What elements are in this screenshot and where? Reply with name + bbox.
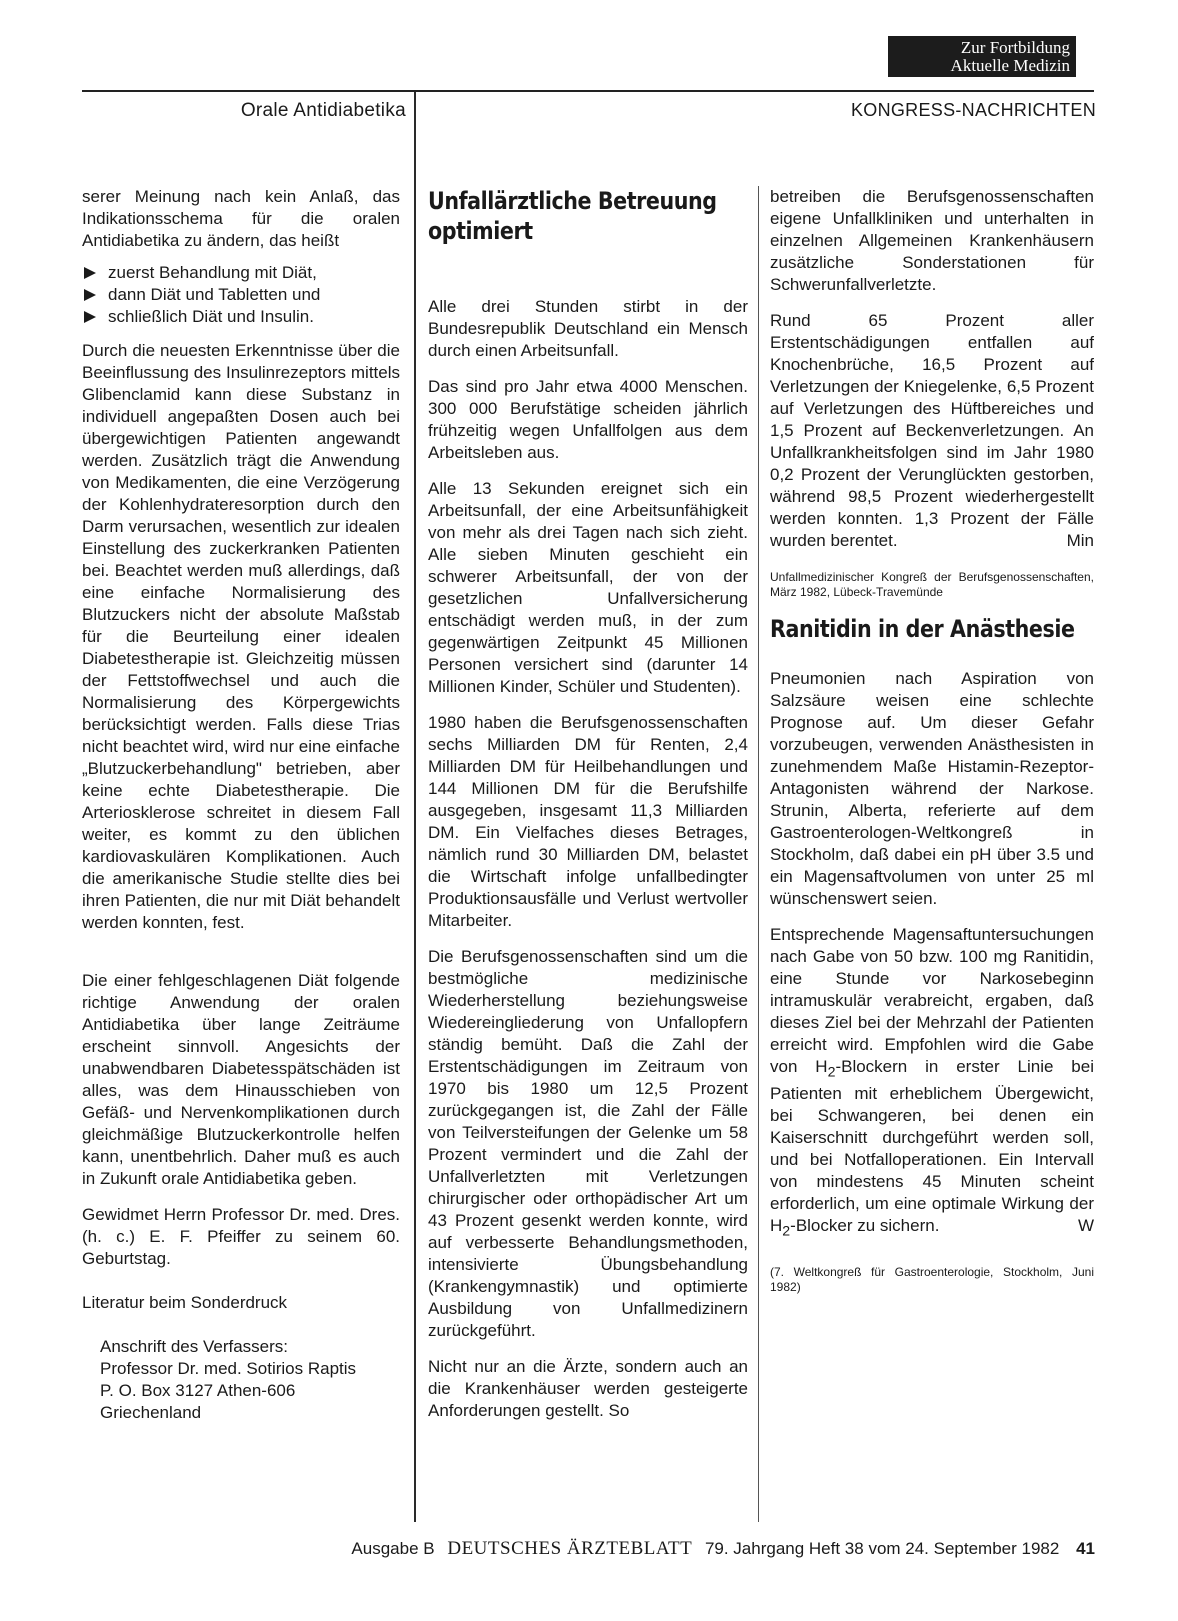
list-item: schließlich Diät und Insulin. [82, 306, 400, 328]
source-note: (7. Weltkongreß für Gastroenterologie, Stockholm, Juni 1982) [770, 1264, 1094, 1294]
address-line: Professor Dr. med. Sotirios Raptis [100, 1359, 357, 1378]
page-footer [0, 1538, 1095, 1560]
column-right [770, 186, 1094, 1309]
journal-name: DEUTSCHES ÄRZTEBLATT [447, 1538, 693, 1559]
column-divider-2 [758, 186, 759, 1522]
subscript: 2 [827, 1064, 836, 1081]
paragraph [770, 310, 1094, 552]
paragraph: 1980 haben die Berufsgenossenschaften sechs Milliarden DM für Renten, 2,4 Milliarden DM für Heilbehandlungen und 144 Millionen DM für die Berufshilfe ausgegeben, insgesamt 11,3 Milliarden DM. Ein Vielfaches dieses Betrages, nämlich rund 30 Milliarden DM, belastet die Wirtschaft infolge unfallbedingter Produktionsausfälle und Verlust wertvoller Mitarbeiter. [428, 713, 748, 930]
paragraph: betreiben die Berufsgenossenschaften eigene Unfallkliniken und unterhalten in einzelnen Allgemeinen Krankenhäusern zusätzliche Sonderstationen für Schwerunfallverletzte. [770, 187, 1094, 294]
badge-line-1: Zur Fortbildung [960, 38, 1070, 57]
list-item: dann Diät und Tabletten und [82, 284, 400, 306]
edition-label: Ausgabe B [351, 1539, 435, 1558]
running-header-left: Orale Antidiabetika [240, 100, 406, 121]
page-number: 41 [1076, 1539, 1095, 1558]
article-heading: Ranitidin in der Anästhesie [770, 615, 1075, 643]
running-header-right: KONGRESS-NACHRICHTEN [850, 100, 1096, 120]
list-item: zuerst Behandlung mit Diät, [82, 262, 400, 284]
paragraph-text: -Blockern in erster Linie bei Patienten mit erheblichem Übergewicht, bei Schwangeren, bei denen ein Kaiserschnitt durchgeführt werden soll, und bei Notfalloperationen. Ein Intervall von mindestens 45 Minuten scheint erforderlich, um eine optimale Wirkung der H [770, 1057, 1094, 1236]
badge-line-2: Aktuelle Medizin [950, 56, 1070, 75]
paragraph-text: -Blocker zu sichern. [790, 1216, 940, 1236]
section-badge [888, 36, 1076, 77]
address-line: P. O. Box 3127 Athen-606 [100, 1381, 296, 1400]
paragraph: serer Meinung nach kein Anlaß, das Indikationsschema für die oralen Antidiabetika zu ändern, das heißt [82, 187, 400, 250]
header-rule [82, 90, 1094, 92]
paragraph: Durch die neuesten Erkenntnisse über die Beeinflussung des Insulinrezeptors mittels Glibenclamid kann diese Substanz in individuell angepaßten Dosen auch bei übergewichtigen Patienten angewandt werden. Zusätzlich trägt die Anwendung von Medikamenten, die eine Verzögerung der Kohlenhydrateresorption durch den Darm verursachen, wesentlich zur idealen Einstellung des zuckerkranken Patienten bei. Beachtet werden muß allerdings, daß eine einfache Normalisierung des Blutzuckers nicht der absolute Maßstab für die Beurteilung einer idealen Diabetestherapie ist. Gleichzeitig müssen der Fettstoffwechsel und auch die Normalisierung des Körpergewichts berücksichtigt werden. Falls diese Trias nicht beachtet wird, wird nur eine einfache „Blutzuckerbehandlung" betrieben, aber keine echte Diabetestherapie. Die Arteriosklerose schreitet in diesem Fall weiter, es kommt zu den üblichen kardiovaskulären Komplikationen. Auch die amerikanische Studie stellte dies bei ihren Patienten, die nur mit Diät behandelt werden konnten, fest. [82, 341, 400, 932]
paragraph: Nicht nur an die Ärzte, sondern auch an die Krankenhäuser werden gesteigerte Anforderungen gestellt. So [428, 1357, 748, 1420]
author-sign: Min [1066, 531, 1094, 550]
paragraph: Alle 13 Sekunden ereignet sich ein Arbeitsunfall, der eine Arbeitsunfähigkeit von mehr als drei Tagen nach sich zieht. Alle sieben Minuten geschieht ein schwerer Arbeitsunfall, der von der gesetzlichen Unfallversicherung entschädigt werden muß, in der zum gegenwärtigen Zeitpunkt 45 Millionen Personen versichert sind (darunter 14 Millionen Kinder, Schüler und Studenten). [428, 479, 748, 696]
paragraph: Die Berufsgenossenschaften sind um die bestmögliche medizinische Wiederherstellung beziehungsweise Wiedereingliederung von Unfallopfern ständig bemüht. Daß die Zahl der Erstentschädigungen im Zeitraum von 1970 bis 1980 um 12,5 Prozent zurückgegangen ist, die Zahl der Fälle von Teilversteifungen der Gelenke um 58 Prozent vermindert und die Zahl der Unfallverletzten mit Verletzungen chirurgischer oder orthopädischer Art um 43 Prozent gesenkt werden konnte, wird auf verbesserte Behandlungsmethoden, intensivierte Übungsbehandlung (Krankengymnastik) und optimierte Ausbildung von Unfallmedizinern zurückgeführt. [428, 947, 748, 1340]
article-heading: Unfallärztliche Betreuung optimiert [428, 187, 717, 245]
dedication: Gewidmet Herrn Professor Dr. med. Dres. (h. c.) E. F. Pfeiffer zu seinem 60. Geburtstag. [82, 1205, 400, 1268]
paragraph: Die einer fehlgeschlagenen Diät folgende richtige Anwendung der oralen Antidiabetika über lange Zeiträume erscheint sinnvoll. Angesichts der unabwendbaren Diabetesspätschäden ist alles, was dem Hinausschieben von Gefäß- und Nervenkomplikationen durch gleichmäßige Blutzuckerkontrolle helfen kann, unentbehrlich. Daher muß es auch in Zukunft orale Antidiabetika geben. [82, 971, 400, 1188]
paragraph-text: Rund 65 Prozent aller Erstentschädigungen entfallen auf Knochenbrüche, 16,5 Prozent auf Verletzungen der Kniegelenke, 6,5 Prozent auf Verletzungen des Hüftbereiches und 1,5 Prozent auf Beckenverletzungen. An Unfallkrankheitsfolgen sind im Jahr 1980 0,2 Prozent der Verunglückten gestorben, während 98,5 Prozent wiederhergestellt werden konnten. 1,3 Prozent der Fälle wurden berentet. [770, 311, 1094, 550]
address-line: Anschrift des Verfassers: [100, 1337, 289, 1356]
literature-note: Literatur beim Sonderdruck [82, 1293, 288, 1312]
paragraph: Pneumonien nach Aspiration von Salzsäure weisen eine schlechte Prognose auf. Um dieser Gefahr vorzubeugen, verwenden Anästhesisten in zunehmendem Maße Histamin-Rezeptor-Antagonisten während der Narkose. Strunin, Alberta, referierte auf dem Gastroenterologen-Weltkongreß in Stockholm, daß dabei ein pH über 3.5 und ein Magensaftvolumen von unter 25 ml wünschenswert seien. [770, 669, 1094, 908]
column-middle [428, 186, 748, 1436]
paragraph [770, 924, 1094, 1243]
issue-info: 79. Jahrgang Heft 38 vom 24. September 1982 [704, 1539, 1060, 1558]
column-left [82, 186, 400, 1424]
author-address [100, 1336, 400, 1424]
bullet-list [82, 262, 400, 328]
paragraph: Das sind pro Jahr etwa 4000 Menschen. 300 000 Berufstätige scheiden jährlich frühzeitig wegen Unfallfolgen aus dem Arbeitsleben aus. [428, 377, 748, 462]
source-note: Unfallmedizinischer Kongreß der Berufsgenossenschaften, März 1982, Lübeck-Travemünde [770, 570, 1094, 599]
column-divider-1 [414, 92, 416, 1522]
subscript: 2 [782, 1223, 791, 1240]
address-line: Griechenland [100, 1403, 202, 1422]
author-sign: W [1077, 1216, 1094, 1236]
paragraph-text: Entsprechende Magensaftuntersuchungen nach Gabe von 50 bzw. 100 mg Ranitidin, eine Stunde vor Narkosebeginn intramuskulär verabreicht, ergaben, daß dieses Ziel bei der Mehrzahl der Patienten erreicht wird. Empfohlen wird die Gabe von H [770, 925, 1094, 1076]
paragraph: Alle drei Stunden stirbt in der Bundesrepublik Deutschland ein Mensch durch einen Arbeitsunfall. [428, 297, 748, 360]
